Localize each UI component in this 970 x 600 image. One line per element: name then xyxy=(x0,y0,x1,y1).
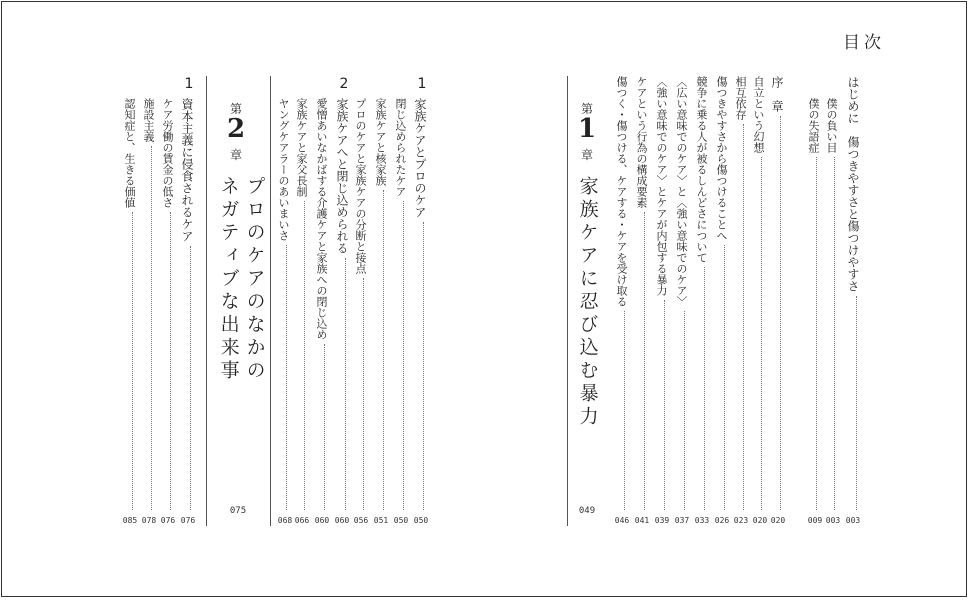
chapter-1-title[interactable]: 家族ケアに忍び込む暴力 xyxy=(576,176,599,429)
page-number: 037 xyxy=(674,516,690,525)
page-number: 060 xyxy=(334,516,350,525)
entry-label: 家族ケアとプロのケア xyxy=(413,98,427,218)
leader-dots xyxy=(363,278,366,510)
leader-dots xyxy=(624,311,627,510)
toc-entry-kizutsuku[interactable] xyxy=(616,76,627,510)
toc-entry-jo[interactable] xyxy=(771,76,783,510)
page-number: 066 xyxy=(294,516,310,525)
toc-entry-sougo[interactable] xyxy=(735,76,746,510)
toc-entry-s3[interactable] xyxy=(181,98,193,510)
page-number: 033 xyxy=(694,516,710,525)
entry-label: 競争に乗る人が被るしんどさについて xyxy=(695,76,708,263)
chapter-1-number: 1 xyxy=(577,114,597,144)
entry-label: 〈強い意味でのケア〉とケアが内包する暴力 xyxy=(655,76,668,296)
page-number: 003 xyxy=(845,516,861,525)
leader-dots xyxy=(132,212,135,510)
entry-label: 相互依存 xyxy=(734,76,747,120)
leader-dots xyxy=(724,245,727,510)
entry-label: 認知症と、生きる価値 xyxy=(123,98,136,208)
page-number: 020 xyxy=(770,516,786,525)
section-number: 1 xyxy=(417,76,427,92)
leader-dots xyxy=(743,124,746,510)
chapter-2-page: 075 xyxy=(229,506,247,516)
entry-label: ヤングケアラーのあいまいさ xyxy=(277,98,290,241)
entry-label: 施設主義 xyxy=(142,98,155,142)
leader-dots xyxy=(190,246,193,510)
toc-entry-s1-c[interactable] xyxy=(355,98,366,510)
leader-dots xyxy=(856,296,859,510)
toc-entry-s2-a[interactable] xyxy=(316,98,327,510)
chapter-2-title-line-1[interactable]: プロのケアのなかの xyxy=(243,176,266,383)
chapter-2-number: 2 xyxy=(226,114,246,144)
toc-entry-s1-a[interactable] xyxy=(395,98,406,510)
leader-dots xyxy=(704,267,707,510)
page-number: 051 xyxy=(373,516,389,525)
entry-label: プロのケアと家族ケアの分断と接点 xyxy=(354,98,367,274)
page-number: 076 xyxy=(180,516,196,525)
toc-entry-boku-oime[interactable] xyxy=(826,98,837,510)
toc-entry-hajime[interactable] xyxy=(847,76,859,510)
leader-dots xyxy=(304,201,307,510)
chapter-2-dai: 第 xyxy=(229,102,243,116)
leader-dots xyxy=(383,190,386,510)
entry-label: 僕の失語症 xyxy=(807,98,820,153)
leader-dots xyxy=(664,300,667,510)
entry-label: ケア労働の賃金の低さ xyxy=(161,98,174,208)
page-number: 026 xyxy=(714,516,730,525)
toc-entry-s2[interactable] xyxy=(336,98,348,510)
toc-entry-hiroi[interactable] xyxy=(676,76,687,510)
page-number: 009 xyxy=(807,516,823,525)
entry-label: 家族ケアと家父長制 xyxy=(295,98,308,197)
toc-entry-boku-shitsu[interactable] xyxy=(808,98,819,510)
chapter-1-shou: 章 xyxy=(580,148,594,162)
entry-label: 自立という幻想 xyxy=(752,76,765,153)
leader-dots xyxy=(816,157,819,510)
entry-label: 傷つきやすさから傷つけることへ xyxy=(715,76,728,241)
toc-entry-s3-c[interactable] xyxy=(124,98,135,510)
toc-entry-s2-b[interactable] xyxy=(296,98,307,510)
toc-entry-s3-a[interactable] xyxy=(162,98,173,510)
chapter-divider xyxy=(567,76,568,526)
page-number: 003 xyxy=(825,516,841,525)
chapter-1-page: 049 xyxy=(578,506,596,516)
entry-label: 傷つく・傷つける、ケアする・ケアを受け取る xyxy=(615,76,628,307)
page-number: 046 xyxy=(614,516,630,525)
leader-dots xyxy=(684,311,687,510)
leader-dots xyxy=(286,245,289,510)
page-number: 041 xyxy=(634,516,650,525)
page-number: 060 xyxy=(314,516,330,525)
page-number: 085 xyxy=(122,516,138,525)
leader-dots xyxy=(761,157,764,510)
page-title: 目次 xyxy=(843,33,885,53)
page-number: 050 xyxy=(413,516,429,525)
leader-dots xyxy=(403,201,406,510)
leader-dots xyxy=(834,157,837,510)
leader-dots xyxy=(423,222,426,510)
leader-dots xyxy=(324,344,327,510)
section-number: 2 xyxy=(339,76,349,92)
chapter-divider xyxy=(206,76,207,526)
leader-dots xyxy=(170,212,173,510)
entry-label: ケアという行為の構成要素 xyxy=(635,76,648,208)
chapter-2-title-line-2[interactable]: ネガティブな出来事 xyxy=(217,176,240,383)
entry-label: 家族ケアへと閉じ込められる xyxy=(335,98,349,254)
toc-entry-kyousou[interactable] xyxy=(696,76,707,510)
leader-dots xyxy=(345,258,348,510)
toc-entry-kizu[interactable] xyxy=(716,76,727,510)
page-number: 039 xyxy=(654,516,670,525)
leader-dots xyxy=(644,212,647,510)
toc-entry-s2-c[interactable] xyxy=(278,98,289,510)
entry-label: はじめに 傷つきやすさと傷つけやすさ xyxy=(846,76,860,292)
entry-label: 閉じ込められたケア xyxy=(394,98,407,197)
toc-entry-tsuyoi[interactable] xyxy=(656,76,667,510)
toc-entry-s3-b[interactable] xyxy=(143,98,154,510)
entry-label: 資本主義に侵食されるケア xyxy=(180,98,194,242)
entry-label: 序 章 xyxy=(770,76,784,112)
page-number: 076 xyxy=(160,516,176,525)
entry-label: 僕の負い目 xyxy=(825,98,838,153)
page-number: 068 xyxy=(277,516,293,525)
chapter-1-dai: 第 xyxy=(580,102,594,116)
toc-entry-jiritsu[interactable] xyxy=(753,76,764,510)
toc-entry-s1[interactable] xyxy=(414,98,426,510)
entry-label: 愛憎あいなかばする介護ケアと家族への閉じ込め xyxy=(315,98,328,340)
toc-entry-care-koui[interactable] xyxy=(636,76,647,510)
page-number: 056 xyxy=(353,516,369,525)
page-number: 023 xyxy=(733,516,749,525)
chapter-divider xyxy=(270,76,271,526)
section-number: 1 xyxy=(184,76,194,92)
entry-label: 〈広い意味でのケア〉と〈強い意味でのケア〉 xyxy=(675,76,688,307)
toc-entry-s1-b[interactable] xyxy=(375,98,386,510)
page-number: 020 xyxy=(752,516,768,525)
page-number: 078 xyxy=(141,516,157,525)
chapter-2-shou: 章 xyxy=(229,148,243,162)
page-number: 050 xyxy=(393,516,409,525)
leader-dots xyxy=(780,116,783,510)
leader-dots xyxy=(151,146,154,510)
entry-label: 家族ケアと核家族 xyxy=(374,98,387,186)
